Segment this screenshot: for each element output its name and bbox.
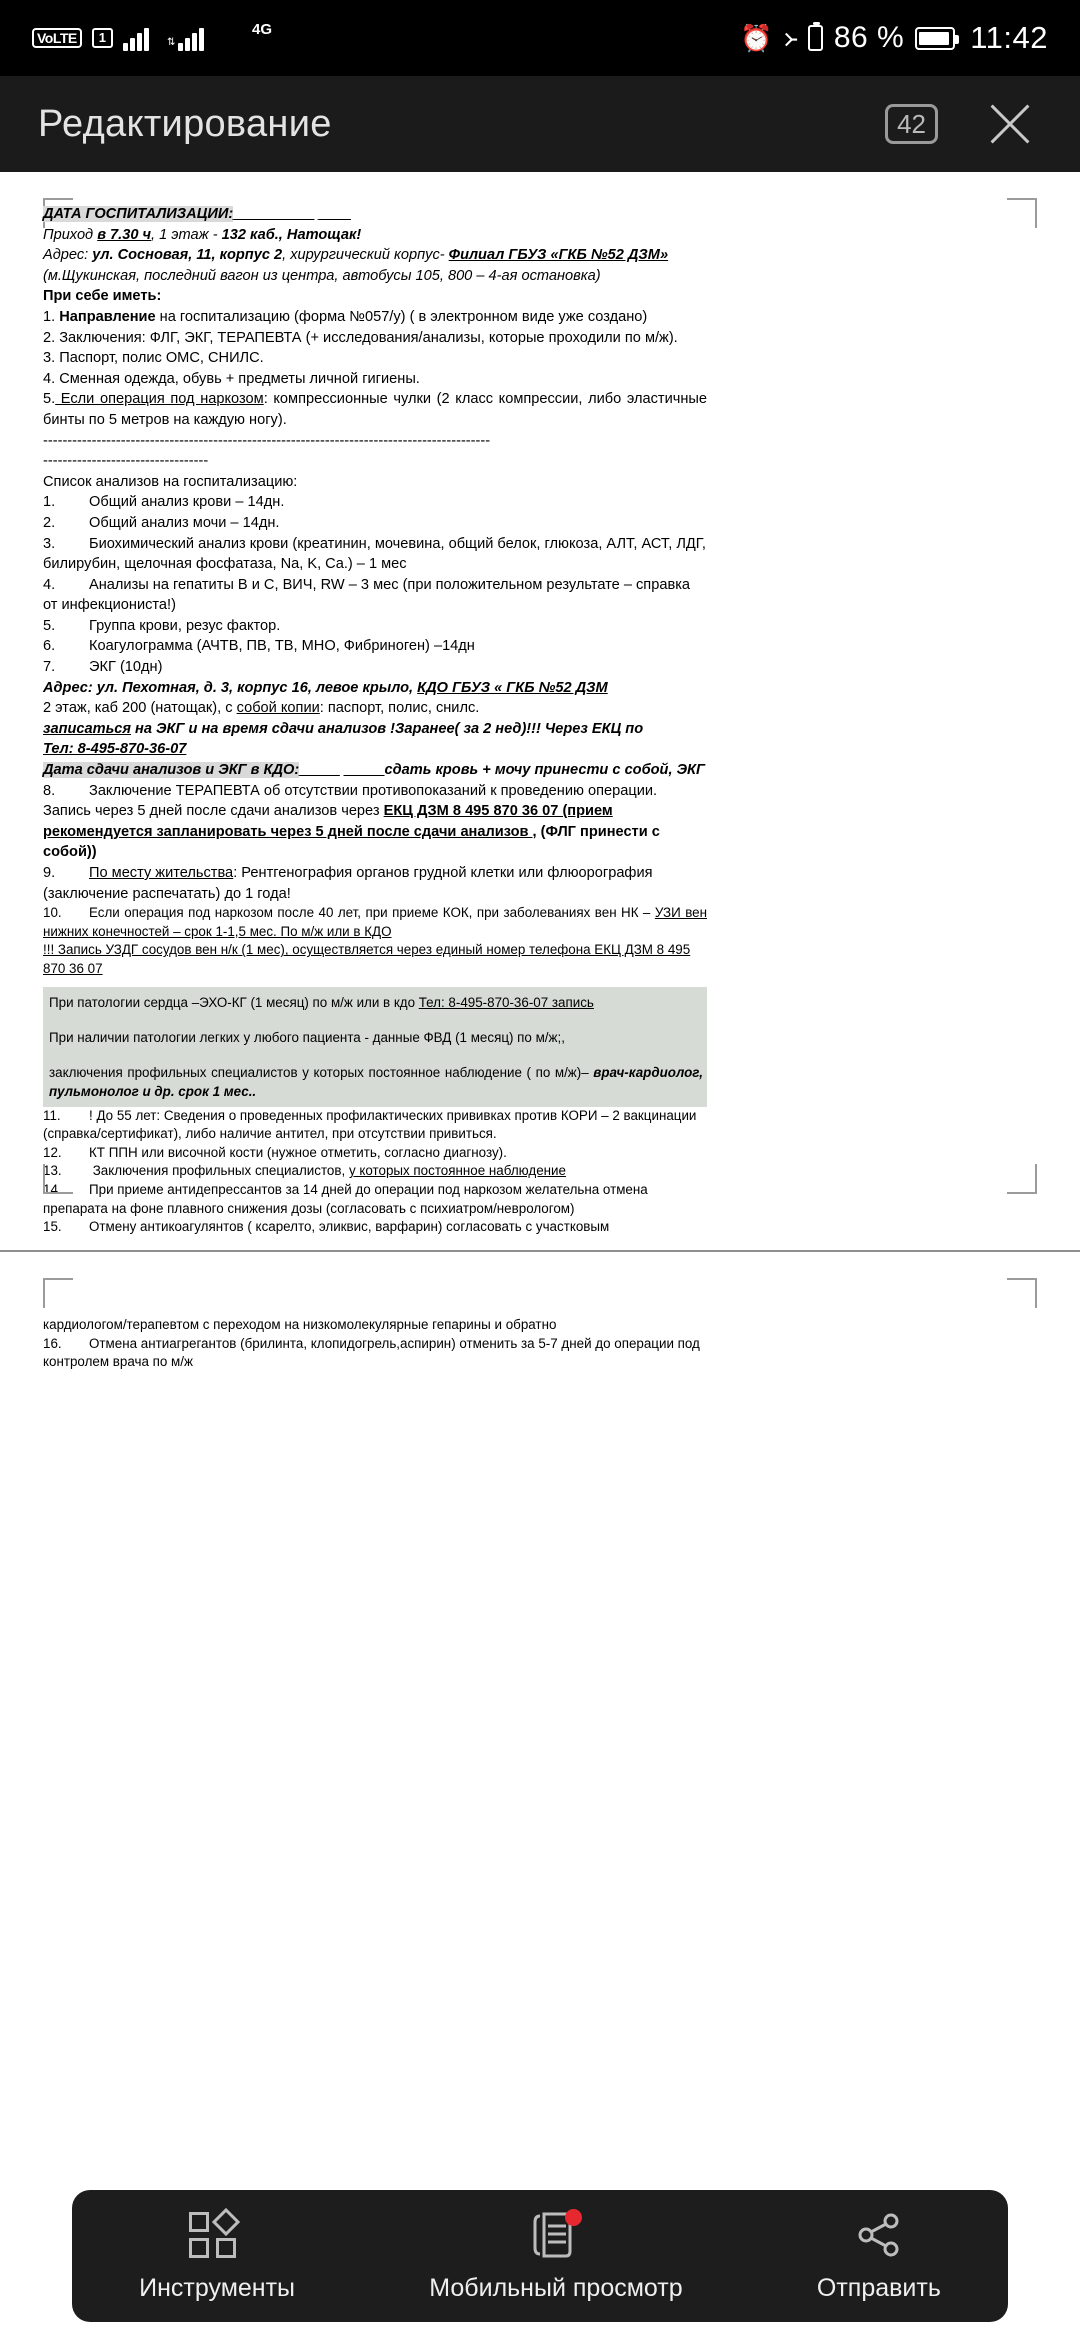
status-bar	[0, 0, 1080, 76]
item-15-text: Отмену антикоагулянтов ( ксарелто, эликвис, варфарин) согласовать с участковым	[89, 1219, 610, 1235]
arrival-prefix: Приход	[43, 226, 98, 243]
item-16-text: Отмена антиагрегантов (брилинта, клопидогрель,аспирин) отменить за 5-7 дней до операции под контролем врача по м/ж	[43, 1335, 700, 1370]
doc-item-14	[43, 1181, 707, 1218]
item-9-keyword: По месту жительства	[89, 865, 234, 881]
item-9-number: 9.	[43, 865, 56, 881]
doc-item-10-warning: !!! Запись УЗДГ сосудов вен н/к (1 мес), осуществляется через единый номер телефона ЕКЦ ДЗМ 8 495 870 36 07	[43, 942, 691, 976]
item-10-uzi: УЗИ вен нижних конечностей – срок 1-1,5 мес. По м/ж или в КДО	[43, 905, 707, 939]
document-body	[43, 204, 707, 1237]
address-clinic: Филиал ГБУЗ «ГКБ №52 ДЗМ»	[448, 247, 669, 264]
date-blank-1: __________	[233, 206, 315, 222]
item-5-keyword: Если операция под наркозом	[55, 391, 264, 408]
analysis-number: 7.	[43, 659, 56, 676]
network-label: 4G	[252, 21, 273, 38]
item-12-number: 12.	[43, 1144, 62, 1160]
item-8-flg: (ФЛГ принести с собой))	[43, 823, 660, 861]
doc-line-address-1	[43, 245, 707, 266]
page-title: Редактирование	[38, 102, 332, 145]
doc-line-ekg-signup	[43, 719, 707, 740]
document-page-2	[0, 1252, 1080, 1672]
page-count-badge[interactable]: 42	[885, 104, 938, 144]
status-bar-left	[32, 21, 273, 51]
item-11-text: ! До 55 лет: Сведения о проведенных профилактических прививках против КОРИ – 2 вакцинации (справка/сертификат), либо наличие антител, при отсутствии привиться.	[43, 1107, 697, 1142]
analysis-row	[43, 513, 707, 534]
item-14-number: 14.	[43, 1181, 62, 1197]
ekg-signup-text: на ЭКГ и на время сдачи анализов !Заранее( за 2 нед)!!! Через ЕКЦ по	[130, 720, 644, 737]
mobile-view-document-icon	[528, 2210, 584, 2260]
doc-item-4: 4. Сменная одежда, обувь + предметы личной гигиены.	[43, 370, 420, 387]
address-prefix: Адрес:	[43, 247, 93, 264]
item-1-keyword: Направление	[59, 308, 156, 325]
share-icon	[851, 2210, 907, 2260]
analysis-text: Анализы на гепатиты В и С, ВИЧ, RW – 3 мес (при положительном результате – справка от инфекциониста!)	[43, 576, 691, 614]
item-16-number: 16.	[43, 1335, 62, 1351]
analysis-row	[43, 636, 707, 657]
analysis-text: Биохимический анализ крови (креатинин, мочевина, общий белок, глюкоза, АЛТ, АСТ, ЛДГ, билирубин, щелочная фосфатаза, Na, K, Ca.) – 1 мес	[43, 535, 706, 573]
bottom-toolbar	[72, 2190, 1008, 2322]
item-5-text: : компрессионные чулки (2 класс компрессии, либо эластичные бинты по 5 метров на каждую ногу).	[43, 391, 708, 428]
doc-item-9	[43, 863, 707, 904]
crop-mark-top-left-p2	[43, 1278, 73, 1308]
address-street: ул. Сосновая, 11, корпус 2	[92, 247, 283, 264]
echo-kg-phone: Тел: 8-495-870-36-07 запись	[418, 994, 594, 1010]
analysis-text: Группа крови, резус фактор.	[89, 617, 281, 634]
item-8-phone: ЕКЦ ДЗМ 8 495 870 36 07 (прием рекомендуется запланировать через 5 дней после сдачи анализов ,	[43, 803, 613, 840]
item-1-text: на госпитализацию (форма №057/у) ( в электронном виде уже создано)	[155, 308, 648, 325]
page2-continuation: кардиологом/терапевтом с переходом на низкомолекулярные гепарины и обратно	[43, 1317, 557, 1332]
analysis-text: ЭКГ (10дн)	[89, 659, 163, 676]
analysis-number: 6.	[43, 638, 56, 655]
analysis-text: Общий анализ мочи – 14дн.	[89, 514, 280, 531]
document-page-1	[0, 172, 1080, 1235]
doc-item-1	[43, 307, 707, 328]
item-8-text: Заключение ТЕРАПЕВТА об отсутствии противопоказаний к проведению операции.	[89, 782, 658, 799]
analysis-number: 5.	[43, 617, 56, 634]
address2-copies: собой копии	[236, 700, 320, 717]
document-body-page-2	[43, 1316, 707, 1372]
toolbar-label-mobile-view: Мобильный просмотр	[429, 2273, 683, 2302]
notification-badge	[565, 2209, 582, 2226]
sim-slot-icon: 1	[92, 28, 113, 48]
data-arrows-icon: ⇅	[167, 37, 176, 48]
doc-line-phone: Тел: 8-495-870-36-07	[43, 741, 187, 758]
item-11-number: 11.	[43, 1107, 61, 1123]
arrival-room: 132 каб.,	[221, 226, 283, 243]
analyses-title: Список анализов на госпитализацию:	[43, 473, 298, 490]
hospitalization-date-label: ДАТА ГОСПИТАЛИЗАЦИИ:	[43, 206, 234, 222]
doc-item-11	[43, 1107, 707, 1144]
kdo-date-text: сдать кровь + мочу принести с собой, ЭКГ	[384, 762, 705, 779]
doc-item-10	[43, 904, 707, 941]
arrival-floor: , 1 этаж -	[151, 226, 222, 243]
ekg-signup-keyword: записаться	[43, 720, 131, 737]
item-1-number: 1.	[43, 308, 60, 325]
secondary-battery-icon	[808, 25, 823, 51]
doc-item-15	[43, 1218, 707, 1237]
divider-short: ----------------------------------	[43, 453, 209, 470]
doc-line-kdo-date	[43, 760, 707, 781]
kdo-blank-2: _____	[343, 762, 385, 779]
analysis-row	[43, 492, 707, 513]
address2-floor: 2 этаж, каб 200 (натощак), с	[43, 700, 237, 717]
doc-line-address-2-detail	[43, 698, 707, 719]
doc-item-13	[43, 1162, 707, 1181]
battery-icon	[915, 27, 955, 50]
item-5-number: 5.	[43, 391, 56, 408]
grey-line-3	[49, 1063, 703, 1101]
arrival-fasting: Натощак!	[282, 226, 362, 243]
address2-text: Адрес: ул. Пехотная, д. 3, корпус 16, левое крыло,	[43, 679, 418, 696]
alarm-icon: ⏰	[740, 22, 773, 53]
signal-bars-icon	[123, 25, 149, 51]
item-13-number: 13.	[43, 1163, 62, 1179]
item-12-text: КТ ППН или височной кости (нужное отметить, согласно диагнозу).	[89, 1144, 507, 1160]
toolbar-button-tools[interactable]	[139, 2210, 295, 2303]
shapes-tools-icon	[189, 2210, 245, 2260]
app-header	[0, 76, 1080, 172]
doc-line-date	[43, 204, 707, 225]
analysis-row	[43, 534, 707, 575]
doc-item-8-detail	[43, 801, 707, 863]
clock-label: 11:42	[970, 20, 1048, 55]
specialists-list: врач-кардиолог, пульмонолог и др. срок 1 мес..	[49, 1064, 703, 1099]
grey-line-2: При наличии патологии легких у любого пациента - данные ФВД (1 месяц) по м/ж;,	[49, 1029, 565, 1045]
analysis-number: 2.	[43, 514, 56, 531]
item-14-text: При приеме антидепрессантов за 14 дней до операции под наркозом желательна отмена препарата на фоне плавного снижения дозы (согласовать с психиатром/неврологом)	[43, 1181, 648, 1216]
close-icon[interactable]	[984, 98, 1036, 150]
doc-line-bring: При себе иметь:	[43, 288, 162, 305]
doc-item-16	[43, 1335, 707, 1372]
toolbar-button-mobile-view[interactable]	[429, 2210, 682, 2303]
grey-line-1	[49, 993, 703, 1012]
document-canvas[interactable]	[0, 172, 1080, 2340]
signal-bars-2-icon	[178, 25, 204, 51]
item-10-text: Если операция под наркозом после 40 лет, при приеме КОК, при заболеваниях вен НК –	[89, 905, 655, 921]
crop-mark-top-right	[1007, 198, 1037, 228]
analysis-text: Общий анализ крови – 14дн.	[89, 494, 285, 511]
item-15-number: 15.	[43, 1219, 62, 1235]
battery-percent-label: 86 %	[833, 21, 905, 54]
doc-item-3: 3. Паспорт, полис ОМС, СНИЛС.	[43, 350, 264, 367]
item-13-text: Заключения профильных специалистов,	[89, 1163, 349, 1179]
analysis-text: Коагулограмма (АЧТВ, ПВ, ТВ, МНО, Фибриноген) –14дн	[89, 638, 475, 655]
analysis-row	[43, 616, 707, 637]
kdo-blank-1: _____	[299, 762, 340, 779]
analysis-row	[43, 657, 707, 678]
echo-kg-text: При патологии сердца –ЭХО-КГ (1 месяц) по м/ж или в кдо	[49, 994, 419, 1010]
address2-docs: : паспорт, полис, снилс.	[319, 700, 480, 717]
arrival-time: в 7.30 ч	[97, 226, 152, 243]
status-bar-right	[740, 20, 1048, 56]
analysis-number: 4.	[43, 576, 56, 593]
divider-long: --------------------------------------------------------------------------------------------	[43, 432, 491, 449]
volte-icon: VoLTE	[32, 28, 82, 48]
toolbar-button-send[interactable]	[817, 2210, 941, 2303]
doc-line-address-2	[43, 678, 707, 699]
bluetooth-icon: ᚛	[783, 22, 797, 53]
address2-kdo: КДО ГБУЗ « ГКБ №52 ДЗМ	[417, 679, 608, 696]
item-10-number: 10.	[43, 905, 62, 921]
doc-item-12	[43, 1144, 707, 1163]
network-type-icon	[167, 25, 204, 51]
doc-item-5	[43, 389, 707, 430]
analysis-number: 3.	[43, 535, 56, 552]
toolbar-label-tools: Инструменты	[139, 2273, 296, 2302]
item-8-number: 8.	[43, 782, 56, 799]
analysis-number: 1.	[43, 494, 56, 511]
item-8-signup-prefix: Запись через 5 дней после сдачи анализов через	[43, 803, 384, 820]
grey-highlight-block	[43, 987, 707, 1107]
item-13-underline: у которых постоянное наблюдение	[348, 1163, 566, 1179]
crop-mark-bottom-left	[43, 1164, 73, 1194]
crop-mark-bottom-right	[1007, 1164, 1037, 1194]
specialists-text: заключения профильных специалистов у которых постоянное наблюдение ( по м/ж)–	[49, 1064, 594, 1080]
doc-item-2: 2. Заключения: ФЛГ, ЭКГ, ТЕРАПЕВТА (+ исследования/анализы, которые проходили по м/ж).	[43, 329, 678, 346]
doc-item-8	[43, 781, 707, 802]
doc-line-transport: (м.Щукинская, последний вагон из центра, автобусы 105, 800 – 4-ая остановка)	[43, 267, 601, 284]
kdo-date-label: Дата сдачи анализов и ЭКГ в КДО:	[43, 762, 300, 779]
crop-mark-top-right-p2	[1007, 1278, 1037, 1308]
doc-line-arrival	[43, 225, 707, 246]
toolbar-label-send: Отправить	[816, 2273, 941, 2302]
item-9-text: : Рентгенография органов грудной клетки или флюорография (заключение распечатать) до 1 года!	[43, 865, 653, 902]
date-blank-2: ____	[318, 206, 351, 222]
address-building: , хирургический корпус-	[282, 247, 449, 264]
analysis-row	[43, 575, 707, 616]
